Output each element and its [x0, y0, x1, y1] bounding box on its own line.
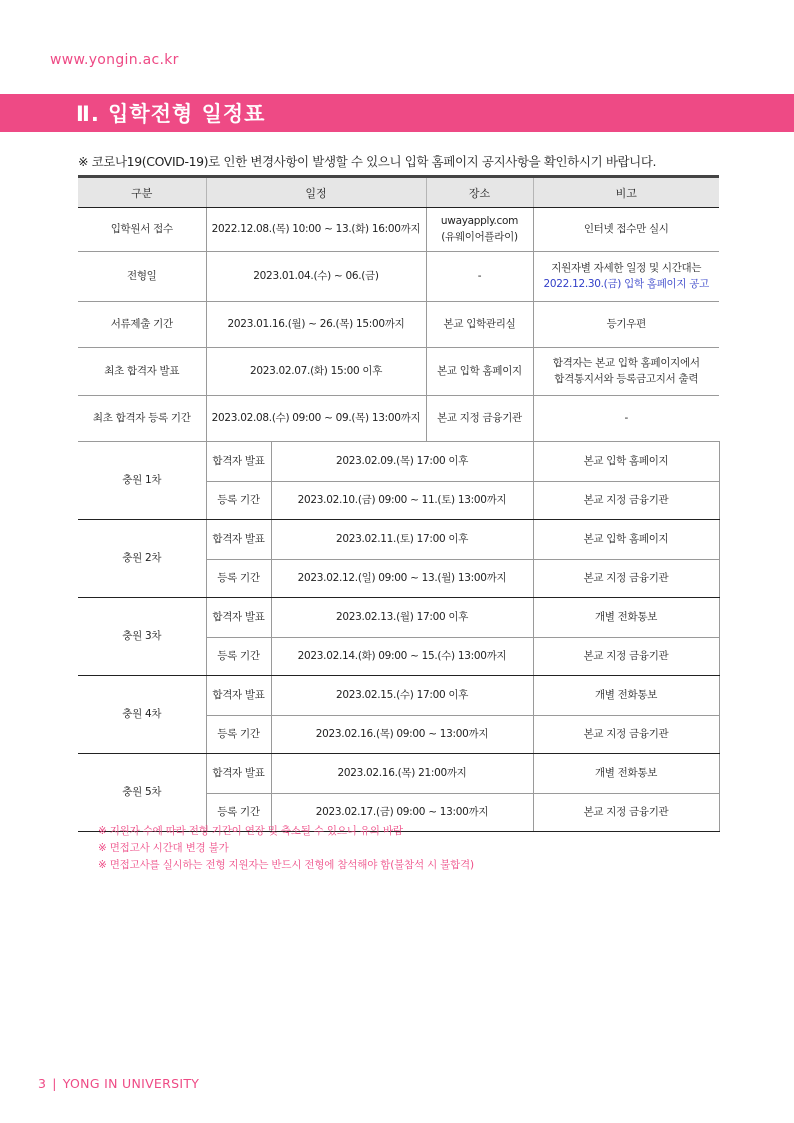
announce-cell [206, 520, 533, 560]
table-row [78, 598, 719, 638]
note-line: 합격자는 본교 입학 홈페이지에서 [552, 357, 700, 370]
row-place: 본교 지정 금융기관 [533, 638, 719, 676]
table-row [78, 348, 719, 396]
section-banner [0, 94, 794, 132]
row-label: 전형일 [78, 252, 206, 302]
table-row [78, 302, 719, 348]
register-schedule: 2023.02.17.(금) 09:00 ~ 13:00까지 [315, 805, 489, 818]
announce-schedule: 2023.02.16.(목) 21:00까지 [337, 766, 467, 779]
announce-schedule: 2023.02.09.(목) 17:00 이후 [335, 454, 469, 467]
footer-separator: | [52, 1076, 57, 1091]
announce-label: 합격자 발표 [207, 520, 272, 559]
page-number: 3 [38, 1076, 47, 1091]
row-place: - [426, 252, 533, 302]
row-place: 본교 입학 홈페이지 [533, 520, 719, 560]
group-label: 충원 1차 [78, 442, 206, 520]
place-line: uwayapply.com [440, 215, 519, 228]
register-label: 등록 기간 [207, 716, 272, 753]
register-cell [206, 716, 533, 754]
header-category: 구분 [78, 177, 206, 208]
register-cell [206, 482, 533, 520]
row-label: 서류제출 기간 [78, 302, 206, 348]
admission-schedule-table [78, 175, 719, 832]
table-row [78, 520, 719, 560]
site-url[interactable]: www.yongin.ac.kr [50, 52, 179, 68]
row-place: 본교 지정 금융기관 [426, 396, 533, 442]
header-schedule: 일정 [206, 177, 426, 208]
note-line: 합격통지서와 등록금고지서 출력 [554, 372, 699, 385]
announce-cell [206, 676, 533, 716]
group-label: 충원 5차 [78, 754, 206, 832]
announce-cell [206, 442, 533, 482]
row-label: 최초 합격자 발표 [78, 348, 206, 396]
footnote: ※ 지원자 수에 따라 전형 기간이 연장 및 축소될 수 있으니 유의 바람 [98, 825, 403, 837]
page-footer [38, 1076, 199, 1091]
register-label: 등록 기간 [207, 482, 272, 519]
register-schedule: 2023.02.14.(화) 09:00 ~ 15.(수) 13:00까지 [297, 649, 507, 662]
row-schedule: 2023.02.08.(수) 09:00 ~ 09.(목) 13:00까지 [206, 396, 426, 442]
announce-label: 합격자 발표 [207, 598, 272, 637]
row-place: 본교 입학 홈페이지 [533, 442, 719, 482]
row-place: 본교 지정 금융기관 [533, 794, 719, 832]
row-place: 개별 전화통보 [533, 676, 719, 716]
table-row [78, 442, 719, 482]
table-row [78, 754, 719, 794]
covid-notice: ※ 코로나19(COVID-19)로 인한 변경사항이 발생할 수 있으니 입학 홈페이지 공지사항을 확인하시기 바랍니다. [78, 154, 657, 169]
section-title: Ⅱ. 입학전형 일정표 [76, 102, 266, 126]
row-note: 인터넷 접수만 실시 [533, 208, 719, 252]
table-row [78, 208, 719, 252]
row-place: 개별 전화통보 [533, 754, 719, 794]
register-label: 등록 기간 [207, 560, 272, 597]
register-cell [206, 638, 533, 676]
row-note [533, 252, 719, 302]
row-place: 본교 입학 홈페이지 [426, 348, 533, 396]
footnote: ※ 면접고사를 실시하는 전형 지원자는 반드시 전형에 참석해야 함(불참석 시 불합격) [98, 859, 474, 871]
row-note [533, 348, 719, 396]
row-place: 본교 지정 금융기관 [533, 560, 719, 598]
row-place: 개별 전화통보 [533, 598, 719, 638]
note-line: 지원자별 자세한 일정 및 시간대는 [551, 262, 702, 275]
row-schedule: 2023.02.07.(화) 15:00 이후 [206, 348, 426, 396]
header-note: 비고 [533, 177, 719, 208]
register-cell [206, 560, 533, 598]
announce-label: 합격자 발표 [207, 442, 272, 481]
row-label: 입학원서 접수 [78, 208, 206, 252]
row-schedule: 2023.01.04.(수) ~ 06.(금) [206, 252, 426, 302]
row-place [426, 208, 533, 252]
register-label: 등록 기간 [207, 794, 272, 831]
group-label: 충원 4차 [78, 676, 206, 754]
register-schedule: 2023.02.12.(일) 09:00 ~ 13.(월) 13:00까지 [297, 571, 507, 584]
group-label: 충원 2차 [78, 520, 206, 598]
announce-schedule: 2023.02.11.(토) 17:00 이후 [335, 532, 469, 545]
row-place: 본교 지정 금융기관 [533, 716, 719, 754]
register-schedule: 2023.02.10.(금) 09:00 ~ 11.(토) 13:00까지 [297, 493, 507, 506]
table-row [78, 252, 719, 302]
header-place: 장소 [426, 177, 533, 208]
table-header-row [78, 177, 719, 208]
row-schedule: 2022.12.08.(목) 10:00 ~ 13.(화) 16:00까지 [206, 208, 426, 252]
announce-cell [206, 598, 533, 638]
announce-label: 합격자 발표 [207, 754, 272, 793]
announce-schedule: 2023.02.15.(수) 17:00 이후 [335, 688, 469, 701]
row-note: - [533, 396, 719, 442]
announce-schedule: 2023.02.13.(월) 17:00 이후 [335, 610, 469, 623]
announce-label: 합격자 발표 [207, 676, 272, 715]
footnote: ※ 면접고사 시간대 변경 불가 [98, 842, 229, 854]
row-note: 등기우편 [533, 302, 719, 348]
register-schedule: 2023.02.16.(목) 09:00 ~ 13:00까지 [315, 727, 489, 740]
announce-cell [206, 754, 533, 794]
table-row [78, 396, 719, 442]
row-label: 최초 합격자 등록 기간 [78, 396, 206, 442]
footnotes [98, 823, 474, 874]
register-label: 등록 기간 [207, 638, 272, 675]
table-row [78, 676, 719, 716]
university-name: YONG IN UNIVERSITY [62, 1076, 200, 1091]
row-place: 본교 입학관리실 [426, 302, 533, 348]
note-line-highlight: 2022.12.30.(금) 입학 홈페이지 공고 [543, 277, 709, 290]
row-schedule: 2023.01.16.(월) ~ 26.(목) 15:00까지 [206, 302, 426, 348]
group-label: 충원 3차 [78, 598, 206, 676]
row-place: 본교 지정 금융기관 [533, 482, 719, 520]
place-line: (유웨이어플라이) [441, 230, 518, 243]
